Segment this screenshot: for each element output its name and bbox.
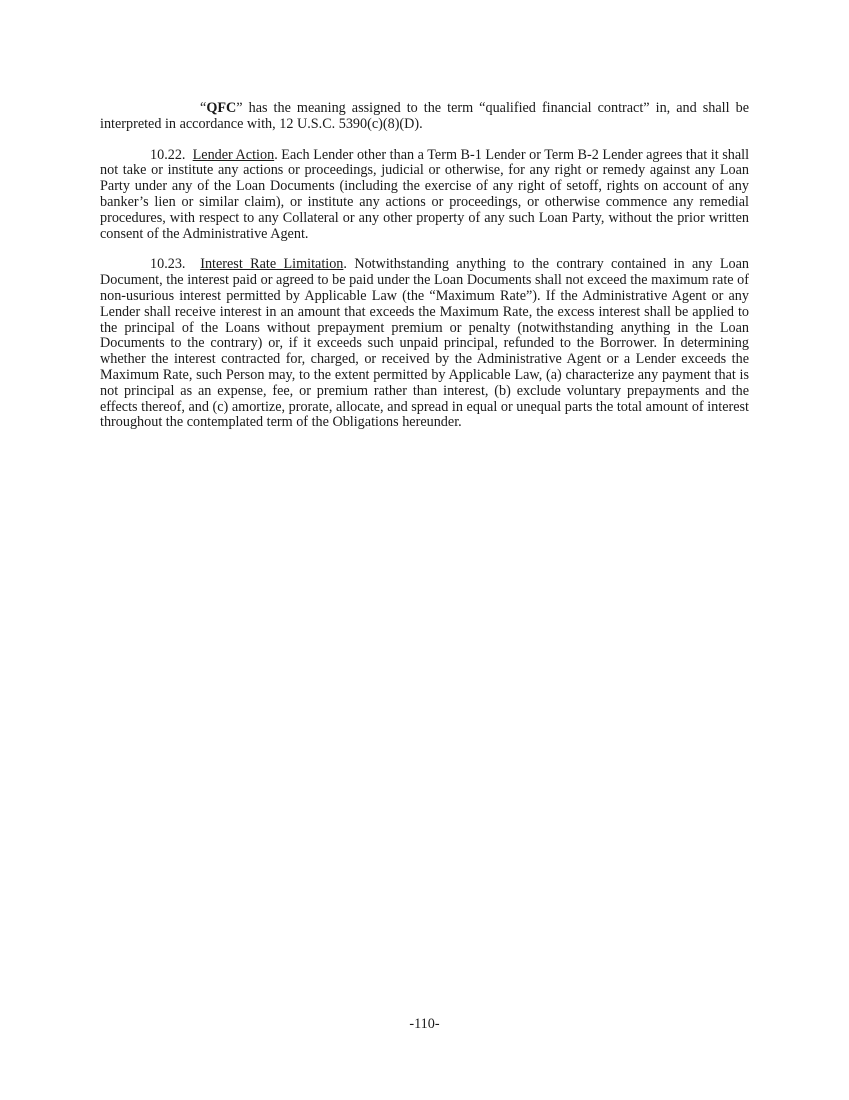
section-body: . Each Lender other than a Term B-1 Lender or Term B-2 Lender agrees that it shall not take or institute any actions or proceedings, judicial or otherwise, for any right or remedy against any Loan Party under any of the Loan Documents (including the exercise of any right of setoff, rights on account of any banker’s lien or similar claim), or institute any actions or proceedings, or otherwise commence any remedial procedures, with respect to any Collateral or any other property of any such Loan Party, without the prior written consent of the Administrative Agent.: [100, 146, 750, 242]
defined-term-qfc: QFC: [206, 100, 237, 116]
qfc-definition: [100, 101, 749, 133]
section-10-22: [100, 148, 749, 243]
definition-text: ” has the meaning assigned to the term “qualified financial contract” in, and shall be interpreted in accordance with, 12 U.S.C. 5390(c)(8)(D).: [100, 100, 749, 132]
section-number: 10.23.: [150, 256, 186, 273]
page-number: -110-: [409, 1016, 440, 1032]
definition-open-quote: “: [200, 100, 207, 116]
page-body: [100, 101, 749, 446]
section-number: 10.22.: [150, 146, 186, 163]
section-heading-interest-rate-limitation: Interest Rate Limitation: [200, 256, 344, 273]
section-body: . Notwithstanding anything to the contrary contained in any Loan Document, the interest paid or agreed to be paid under the Loan Documents shall not exceed the maximum rate of non-usurious interest permitted by Applicable Law (the “Maximum Rate”). If the Administrative Agent or any Lender shall receive interest in an amount that exceeds the Maximum Rate, the excess interest shall be applied to the principal of the Loans without prepayment premium or penalty (notwithstanding anything in the Loan Documents to the contrary) or, if it exceeds such unpaid principal, refunded to the Borrower. In determining whether the interest contracted for, charged, or received by the Administrative Agent or a Lender exceeds the Maximum Rate, such Person may, to the extent permitted by Applicable Law, (a) characterize any payment that is not principal as an expense, fee, or premium rather than interest, (b) exclude voluntary prepayments and the effects thereof, and (c) amortize, prorate, allocate, and spread in equal or unequal parts the total amount of interest throughout the contemplated term of the Obligations hereunder.: [100, 256, 750, 431]
section-heading-lender-action: Lender Action: [192, 146, 275, 163]
section-10-23: [100, 257, 749, 431]
